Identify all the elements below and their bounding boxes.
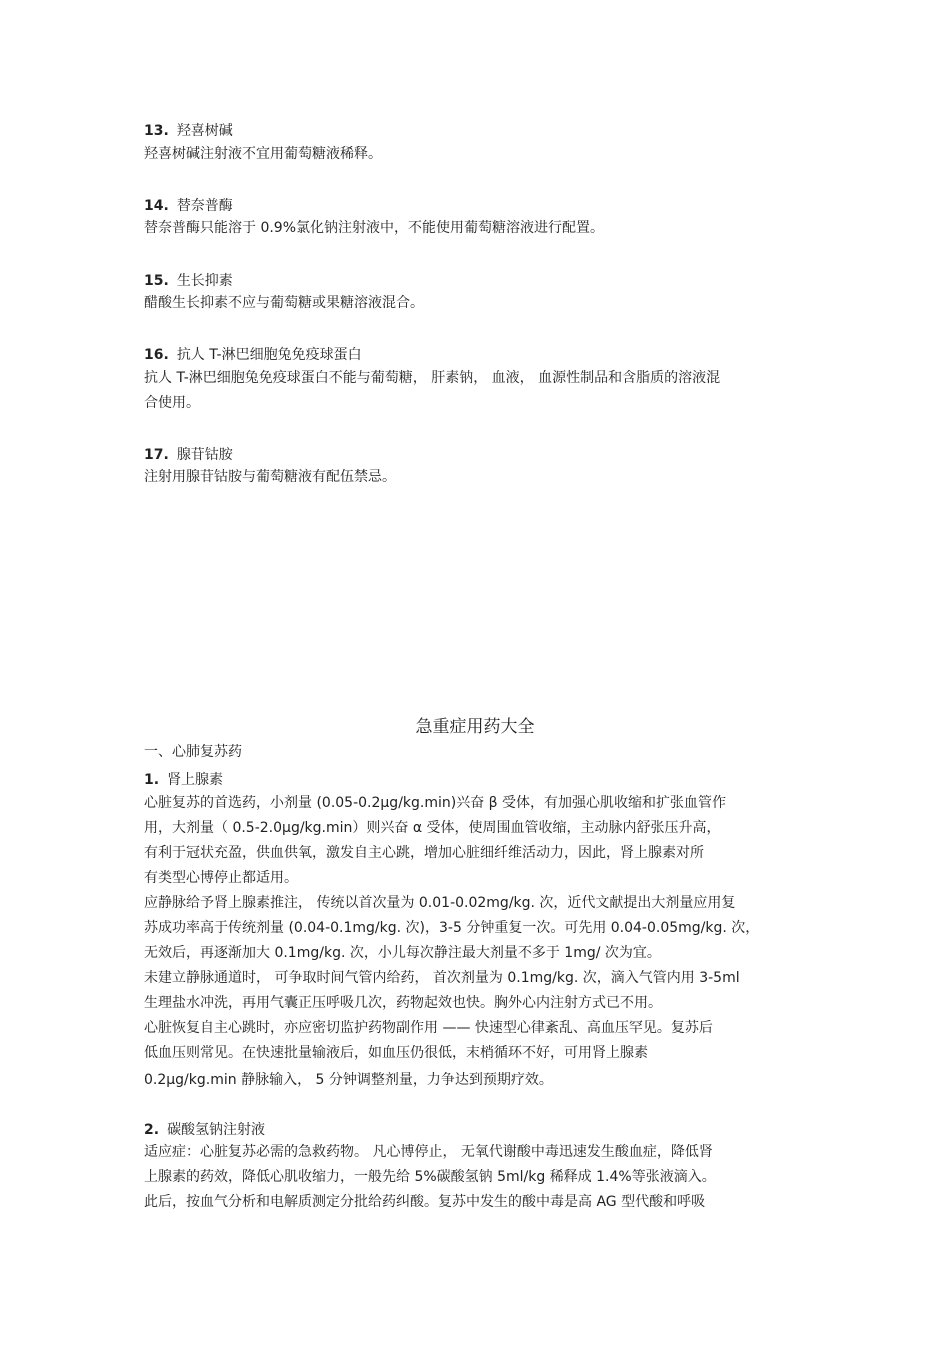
item-title: 抗人 T-淋巴细胞兔免疫球蛋白: [176, 347, 362, 363]
drug-1-text-line: 未建立静脉通道时， 可争取时间气管内给药， 首次剂量为 0.1mg/kg. 次，滴入气管内用 3-5ml: [144, 970, 740, 986]
item-title: 羟喜树碱: [176, 123, 233, 139]
item-number: 2.: [144, 1122, 160, 1138]
drug-1-text-line: 低血压则常见。在快速批量输液后，如血压仍很低，末梢循环不好，可用肾上腺素: [144, 1045, 648, 1061]
item-14-heading: [144, 197, 233, 215]
item-title: 肾上腺素: [167, 772, 224, 788]
drug-1-text-line: 应静脉给予肾上腺素推注， 传统以首次量为 0.01-0.02mg/kg. 次，近代文献提出大剂量应用复: [144, 895, 736, 911]
item-number: 17.: [144, 447, 169, 463]
item-15-heading: [144, 272, 233, 290]
item-number: 1.: [144, 772, 160, 788]
drug-1-text-line: 0.2μg/kg.min 静脉输入， 5 分钟调整剂量，力争达到预期疗效。: [144, 1072, 553, 1088]
drug-1-text-line: 生理盐水冲洗，再用气囊正压呼吸几次，药物起效也快。胸外心内注射方式已不用。: [144, 995, 662, 1011]
drug-1-text-line: 心脏恢复自主心跳时，亦应密切监护药物副作用 —— 快速型心律紊乱、高血压罕见。复苏后: [144, 1020, 713, 1036]
item-number: 14.: [144, 198, 169, 214]
section-heading: 一、心肺复苏药: [144, 744, 242, 760]
drug-1-text-line: 苏成功率高于传统剂量 (0.04-0.1mg/kg. 次)，3-5 分钟重复一次。可先用 0.04-0.05mg/kg. 次，: [144, 920, 760, 936]
drug-1-text-line: 心脏复苏的首选药，小剂量 (0.05-0.2μg/kg.min)兴奋 β 受体，有加强心肌收缩和扩张血管作: [144, 795, 727, 811]
drug-2-text-line: 上腺素的药效，降低心肌收缩力，一般先给 5%碳酸氢钠 5ml/kg 稀释成 1.4%等张液滴入。: [144, 1169, 716, 1185]
item-15-text: 醋酸生长抑素不应与葡萄糖或果糖溶液混合。: [144, 295, 424, 311]
item-16-text-line: 合使用。: [144, 395, 200, 411]
item-17-text: 注射用腺苷钴胺与葡萄糖液有配伍禁忌。: [144, 469, 396, 485]
item-title: 碳酸氢钠注射液: [167, 1122, 266, 1138]
item-title: 生长抑素: [176, 273, 233, 289]
drug-1-text-line: 用，大剂量（ 0.5-2.0μg/kg.min）则兴奋 α 受体，使周围血管收缩，主动脉内舒张压升高，: [144, 820, 721, 836]
item-13-text: 羟喜树碱注射液不宜用葡萄糖液稀释。: [144, 146, 382, 162]
drug-1-heading: [144, 771, 223, 789]
item-17-heading: [144, 446, 233, 464]
item-16-text-line: 抗人 T-淋巴细胞兔免疫球蛋白不能与葡萄糖， 肝素钠， 血液， 血源性制品和含脂质的溶液混: [144, 370, 721, 386]
item-title: 替奈普酶: [176, 198, 233, 214]
item-title: 腺苷钴胺: [176, 447, 233, 463]
item-16-heading: [144, 346, 362, 364]
drug-2-text-line: 适应症：心脏复苏必需的急救药物。 凡心博停止， 无氧代谢酸中毒迅速发生酸血症，降低肾: [144, 1144, 713, 1160]
document-title: 急重症用药大全: [415, 717, 535, 737]
item-number: 15.: [144, 273, 169, 289]
drug-2-text-line: 此后，按血气分析和电解质测定分批给药纠酸。复苏中发生的酸中毒是高 AG 型代酸和呼吸: [144, 1194, 706, 1210]
drug-1-text-line: 无效后，再逐渐加大 0.1mg/kg. 次，小儿每次静注最大剂量不多于 1mg/ 次为宜。: [144, 945, 661, 961]
drug-1-text-line: 有类型心博停止都适用。: [144, 870, 298, 886]
item-number: 13.: [144, 123, 169, 139]
item-13-heading: [144, 122, 233, 140]
drug-1-text-line: 有利于冠状充盈，供血供氧，激发自主心跳，增加心脏细纤维活动力，因此，肾上腺素对所: [144, 845, 704, 861]
item-14-text: 替奈普酶只能溶于 0.9%氯化钠注射液中，不能使用葡萄糖溶液进行配置。: [144, 220, 605, 236]
drug-2-heading: [144, 1121, 265, 1139]
item-number: 16.: [144, 347, 169, 363]
